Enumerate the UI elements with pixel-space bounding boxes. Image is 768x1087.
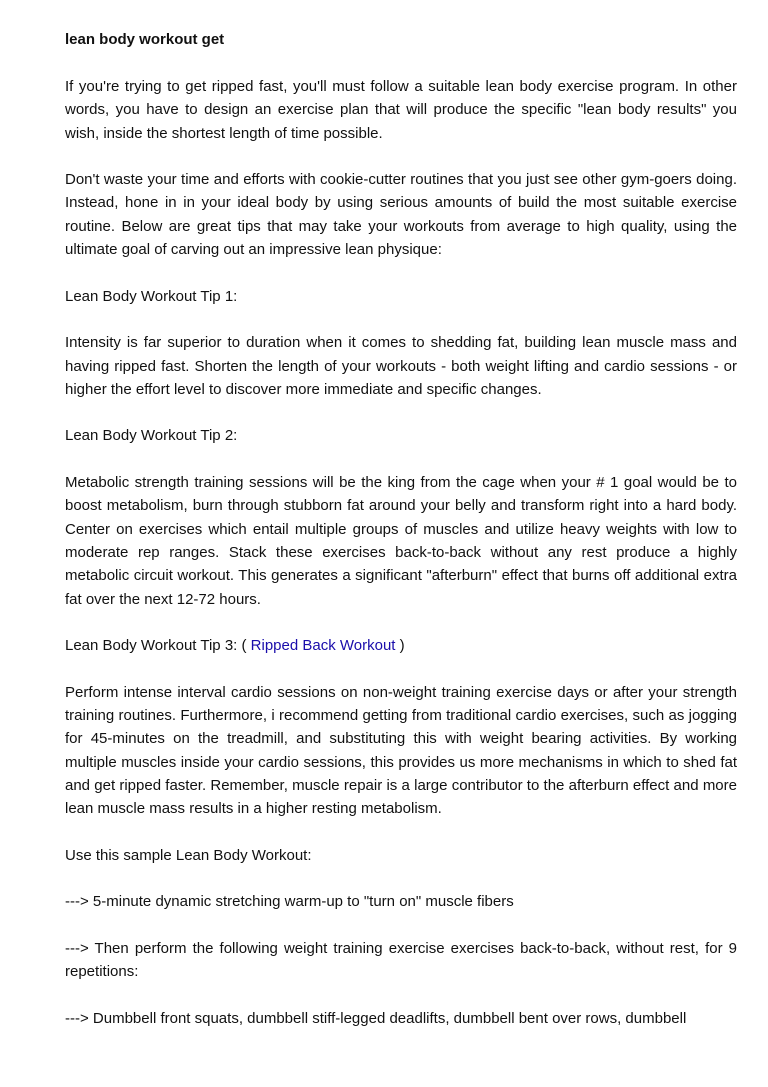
workout-step-circuit: ---> Then perform the following weight training exercise exercises back-to-back, without rest, for 9 repetitions:	[65, 939, 737, 981]
tip3-text: Perform intense interval cardio sessions on non-weight training exercise days or after your strength training routines. Furthermore, i recommend getting from traditional cardio exercises, such as jogging for 45-minutes on the treadmill, and substituting this with weight bearing activities. By working multiple muscles inside your cardio sessions, this provides us more mechanisms in which to shed fat and get ripped faster. Remember, muscle repair is a large contributor to the afterburn effect and more lean muscle mass results in a higher resting metabolism.	[65, 683, 737, 818]
workout-step-warmup: ---> 5-minute dynamic stretching warm-up to "turn on" muscle fibers	[65, 893, 514, 911]
ripped-back-workout-link[interactable]: Ripped Back Workout	[250, 637, 396, 655]
document-title: lean body workout get	[65, 31, 225, 48]
tip2-text: Metabolic strength training sessions will be the king from the cage when your # 1 goal would be to boost metabolism, burn through stubborn fat around your belly and transform right into a hard body. Center on exercises which entail multiple groups of muscles and utilize heavy weights with low to moderate rep ranges. Stack these exercises back-to-back without any rest produce a highly metabolic circuit workout. This generates a significant "afterburn" effect that burns off additional extra fat over the next 12-72 hours.	[65, 474, 737, 608]
paragraph-intro: If you're trying to get ripped fast, you'll must follow a suitable lean body exercise program. In other words, you have to design an exercise plan that will produce the specific "lean body results" you wish, inside the shortest length of time possible.	[65, 78, 737, 142]
paragraph-routines: Don't waste your time and efforts with cookie-cutter routines that you just see other gym-goers doing. Instead, hone in in your ideal body by using serious amounts of build the most suitable exercise routine. Below are great tips that may take your workouts from average to high quality, using the ultimate goal of carving out an impressive lean physique:	[65, 171, 737, 259]
document-page	[65, 28, 737, 1053]
tip3-heading-prefix: Lean Body Workout Tip 3: (	[65, 637, 251, 655]
tip2-heading: Lean Body Workout Tip 2:	[65, 427, 238, 445]
sample-intro: Use this sample Lean Body Workout:	[65, 846, 312, 864]
tip3-heading-suffix: )	[395, 637, 405, 655]
workout-step-exercises: ---> Dumbbell front squats, dumbbell stiff-legged deadlifts, dumbbell bent over rows, dumbbell	[65, 1009, 687, 1027]
tip1-heading: Lean Body Workout Tip 1:	[65, 287, 238, 305]
tip3-heading	[65, 634, 737, 657]
tip1-text: Intensity is far superior to duration when it comes to shedding fat, building lean muscle mass and having ripped fast. Shorten the length of your workouts - both weight lifting and cardio sessions - or higher the effort level to discover more immediate and specific changes.	[65, 334, 737, 398]
